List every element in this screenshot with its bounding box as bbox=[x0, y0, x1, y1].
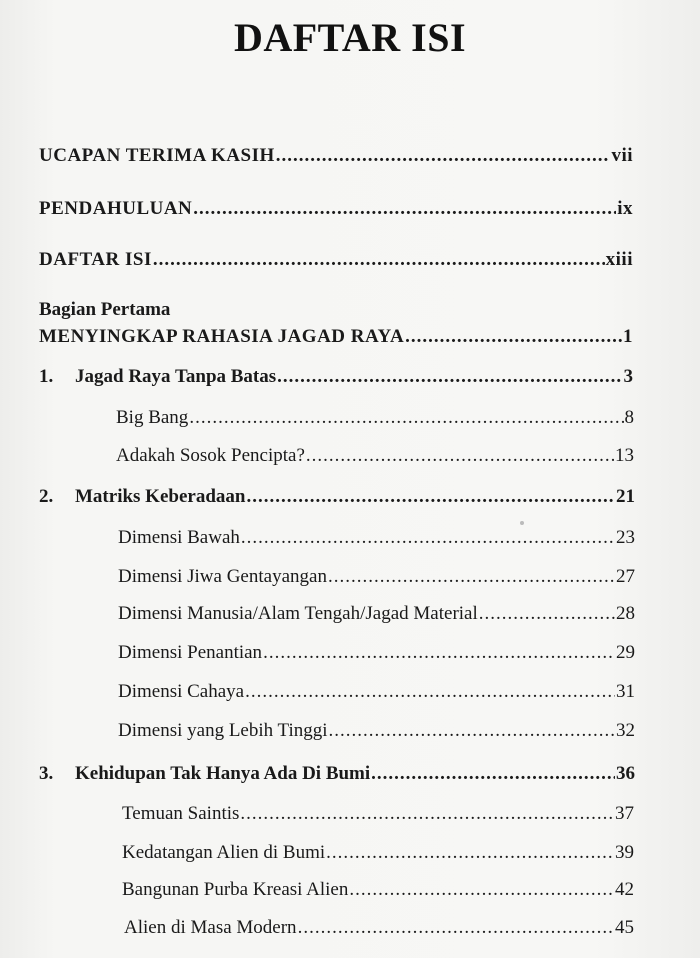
toc-entry-label: MENYINGKAP RAHASIA JAGAD RAYA bbox=[39, 326, 405, 347]
section-title: Adakah Sosok Pencipta? bbox=[116, 445, 305, 466]
toc-entry-label: UCAPAN TERIMA KASIH bbox=[39, 145, 275, 166]
section-title: Kedatangan Alien di Bumi bbox=[122, 842, 326, 863]
toc-entry-section[interactable] bbox=[118, 604, 635, 623]
dot-leader bbox=[193, 199, 616, 218]
toc-entry-introduction[interactable] bbox=[39, 199, 633, 218]
chapter-number: 1. bbox=[39, 366, 54, 387]
toc-entry-page: 27 bbox=[616, 566, 635, 587]
toc-entry-section[interactable] bbox=[116, 446, 634, 465]
toc-entry-section[interactable] bbox=[116, 408, 634, 427]
toc-entry-page: 28 bbox=[616, 603, 635, 624]
toc-entry-section[interactable] bbox=[122, 843, 634, 862]
toc-entry-page: 31 bbox=[616, 681, 635, 702]
toc-entry-table-of-contents[interactable] bbox=[39, 250, 633, 269]
dot-leader bbox=[349, 880, 614, 899]
toc-entry-page: 37 bbox=[615, 803, 634, 824]
toc-entry-label: PENDAHULUAN bbox=[39, 198, 193, 219]
section-title: Dimensi yang Lebih Tinggi bbox=[118, 720, 328, 741]
section-title: Dimensi Bawah bbox=[118, 527, 240, 548]
section-title: Alien di Masa Modern bbox=[124, 917, 297, 938]
toc-entry-section[interactable] bbox=[122, 804, 634, 823]
toc-entry-page: 39 bbox=[615, 842, 634, 863]
toc-entry-chapter-2[interactable] bbox=[39, 487, 635, 506]
section-title: Dimensi Cahaya bbox=[118, 681, 245, 702]
dot-leader bbox=[245, 682, 615, 701]
dot-leader bbox=[326, 843, 614, 862]
chapter-title: Matriks Keberadaan bbox=[75, 486, 246, 507]
part-label: Bagian Pertama bbox=[39, 299, 171, 320]
toc-entry-chapter-1[interactable] bbox=[39, 367, 633, 386]
toc-entry-page: 29 bbox=[616, 642, 635, 663]
chapter-number: 3. bbox=[39, 763, 54, 784]
toc-entry-page: 8 bbox=[624, 407, 634, 428]
toc-entry-page: 13 bbox=[615, 445, 634, 466]
section-title: Big Bang bbox=[116, 407, 189, 428]
toc-entry-part-one[interactable] bbox=[39, 327, 633, 346]
dot-leader bbox=[329, 721, 615, 740]
dot-leader bbox=[298, 918, 614, 937]
toc-entry-page: 42 bbox=[615, 879, 634, 900]
dot-leader bbox=[306, 446, 614, 465]
section-title: Dimensi Manusia/Alam Tengah/Jagad Material bbox=[118, 603, 478, 624]
paper-speck bbox=[520, 521, 524, 525]
section-title: Bangunan Purba Kreasi Alien bbox=[122, 879, 349, 900]
dot-leader bbox=[189, 408, 623, 427]
dot-leader bbox=[246, 487, 615, 506]
section-title: Dimensi Jiwa Gentayangan bbox=[118, 566, 327, 587]
toc-entry-page: vii bbox=[611, 145, 633, 166]
dot-leader bbox=[328, 567, 615, 586]
dot-leader bbox=[241, 528, 615, 547]
toc-entry-page: 32 bbox=[616, 720, 635, 741]
toc-entry-page: 1 bbox=[623, 326, 633, 347]
toc-entry-acknowledgements[interactable] bbox=[39, 146, 633, 165]
dot-leader bbox=[479, 604, 615, 623]
chapter-number: 2. bbox=[39, 486, 54, 507]
toc-entry-page: 3 bbox=[623, 366, 633, 387]
toc-entry-chapter-3[interactable] bbox=[39, 764, 635, 783]
chapter-title: Kehidupan Tak Hanya Ada Di Bumi bbox=[75, 763, 371, 784]
dot-leader bbox=[277, 367, 622, 386]
toc-entry-section[interactable] bbox=[118, 682, 635, 701]
page-title: DAFTAR ISI bbox=[233, 15, 467, 60]
toc-entry-section[interactable] bbox=[124, 918, 634, 937]
dot-leader bbox=[240, 804, 614, 823]
toc-entry-section[interactable] bbox=[118, 528, 635, 547]
toc-entry-page: ix bbox=[617, 198, 633, 219]
dot-leader bbox=[405, 327, 622, 346]
section-title: Dimensi Penantian bbox=[118, 642, 263, 663]
toc-entry-page: 36 bbox=[616, 763, 635, 784]
toc-entry-page: xiii bbox=[605, 249, 633, 270]
toc-entry-page: 21 bbox=[616, 486, 635, 507]
toc-entry-page: 23 bbox=[616, 527, 635, 548]
dot-leader bbox=[263, 643, 615, 662]
toc-entry-section[interactable] bbox=[118, 721, 635, 740]
section-title: Temuan Saintis bbox=[122, 803, 240, 824]
toc-entry-section[interactable] bbox=[118, 567, 635, 586]
toc-entry-section[interactable] bbox=[122, 880, 634, 899]
dot-leader bbox=[153, 250, 605, 269]
chapter-title: Jagad Raya Tanpa Batas bbox=[75, 366, 277, 387]
dot-leader bbox=[276, 146, 611, 165]
toc-entry-section[interactable] bbox=[118, 643, 635, 662]
dot-leader bbox=[371, 764, 615, 783]
toc-entry-page: 45 bbox=[615, 917, 634, 938]
toc-entry-label: DAFTAR ISI bbox=[39, 249, 152, 270]
